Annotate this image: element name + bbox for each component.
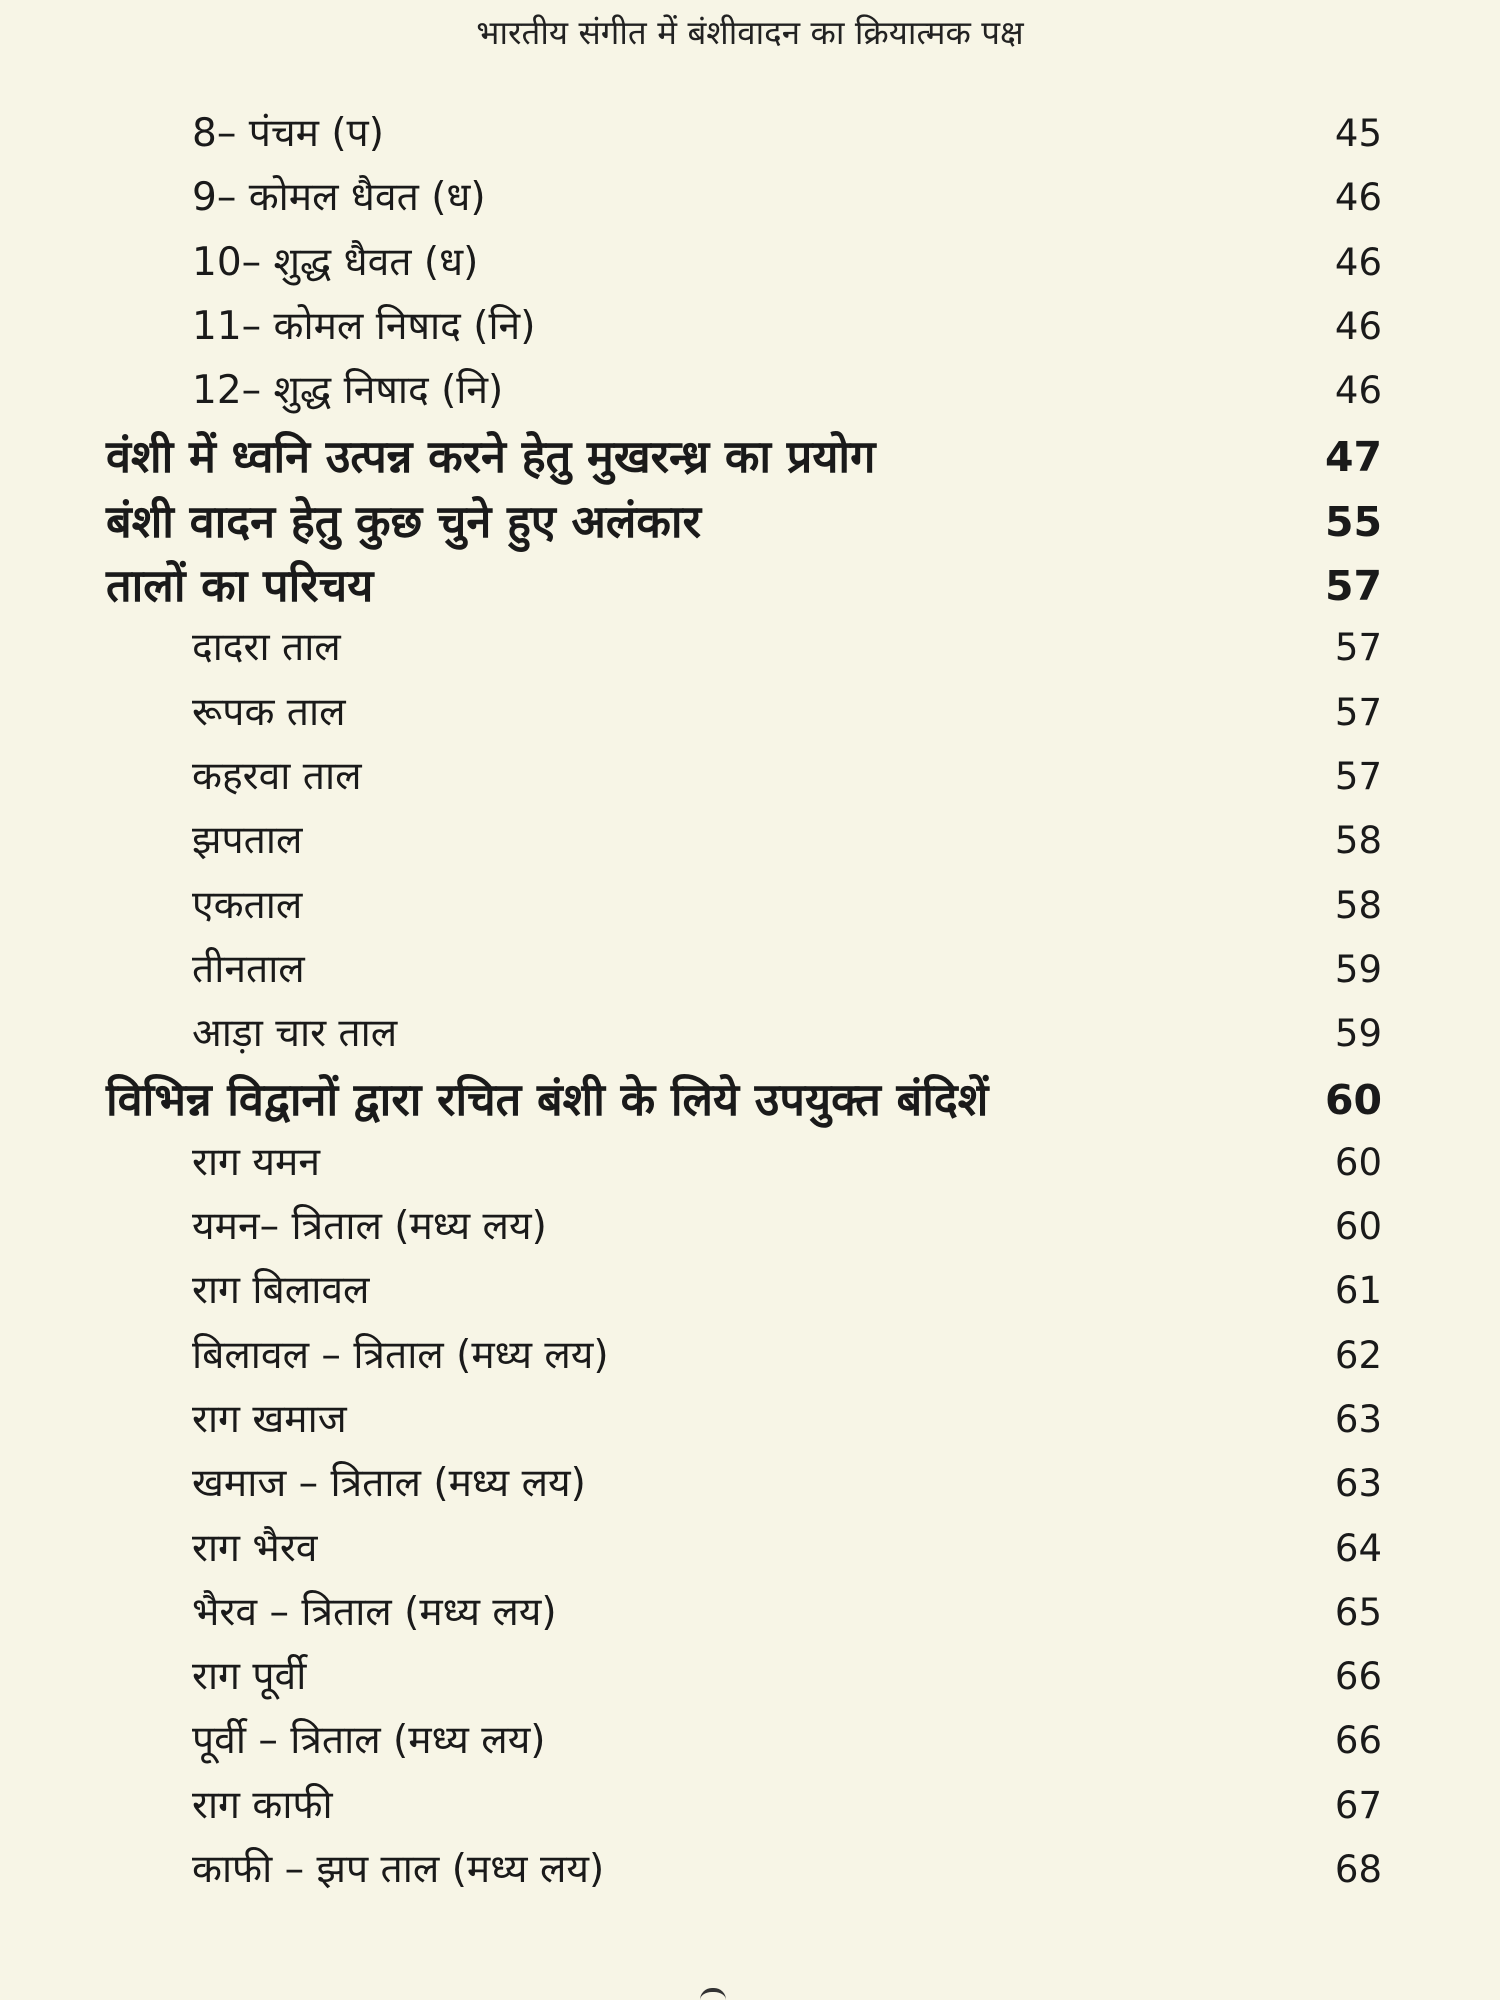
toc-page-number: 57 [1324, 562, 1382, 611]
toc-page-number: 58 [1334, 883, 1382, 927]
toc-page-number: 60 [1334, 1140, 1382, 1184]
toc-entry-title: 12– शुद्ध निषाद (नि) [192, 368, 504, 414]
toc-entry-row [0, 1645, 1500, 1709]
toc-page-number: 55 [1324, 497, 1382, 546]
toc-entry-row [0, 1259, 1500, 1323]
toc-entry-row [0, 166, 1500, 230]
toc-entry-title: राग पूर्वी [192, 1654, 307, 1700]
toc-entry-title: राग यमन [192, 1139, 320, 1185]
toc-entry-row [0, 359, 1500, 423]
toc-entry-title: राग खमाज [192, 1396, 347, 1442]
toc-chapter-row [0, 423, 1500, 487]
toc-page-number: 46 [1334, 176, 1382, 220]
toc-entry-title: राग भैरव [192, 1525, 318, 1571]
toc-entry-title: एकताल [192, 882, 303, 928]
toc-entry-row [0, 231, 1500, 295]
toc-entry-title: दादरा ताल [192, 625, 341, 671]
toc-entry-row [0, 102, 1500, 166]
toc-entry-title: 9– कोमल धैवत (ध) [192, 175, 486, 221]
toc-entry-title: तीनताल [192, 946, 305, 992]
toc-entry-title: कहरवा ताल [192, 753, 362, 799]
toc-entry-title: झपताल [192, 818, 303, 864]
toc-entry-row [0, 938, 1500, 1002]
toc-entry-row [0, 1002, 1500, 1066]
toc-entry-title: 11– कोमल निषाद (नि) [192, 303, 536, 349]
toc-entry-title: खमाज – त्रिताल (मध्य लय) [192, 1461, 586, 1507]
toc-page-number: 59 [1334, 1012, 1382, 1056]
toc-page-number: 57 [1334, 690, 1382, 734]
toc-page-number: 57 [1334, 626, 1382, 670]
toc-page-number: 45 [1334, 112, 1382, 155]
toc-page-number: 47 [1324, 433, 1382, 482]
toc-entry-row [0, 809, 1500, 873]
toc-page-number: 46 [1334, 369, 1382, 413]
toc-entry-title: भैरव – त्रिताल (मध्य लय) [192, 1589, 557, 1635]
toc-page-number: 63 [1334, 1462, 1382, 1506]
toc-entry-title: वंशी में ध्वनि उत्पन्न करने हेतु मुखरन्ध्र का प्रयोग [106, 430, 876, 484]
toc-page-number: 46 [1334, 240, 1382, 284]
running-header: भारतीय संगीत में बंशीवादन का क्रियात्मक पक्ष [476, 13, 1024, 52]
toc-entry-row [0, 295, 1500, 359]
toc-entry-row [0, 1195, 1500, 1259]
toc-entry-title: विभिन्न विद्वानों द्वारा रचित बंशी के लिये उपयुक्त बंदिशें [106, 1073, 989, 1127]
toc-page-number: 66 [1334, 1655, 1382, 1699]
table-of-contents [0, 102, 1500, 1902]
toc-page-number: 63 [1334, 1397, 1382, 1441]
toc-page-number: 68 [1334, 1848, 1382, 1892]
toc-entry-title: आड़ा चार ताल [192, 1011, 398, 1057]
page-number-fragment [700, 1988, 726, 2000]
toc-entry-title: बिलावल – त्रिताल (मध्य लय) [192, 1332, 609, 1378]
toc-page-number: 57 [1334, 754, 1382, 798]
toc-entry-title: 10– शुद्ध धैवत (ध) [192, 239, 479, 285]
toc-page-number: 64 [1334, 1526, 1382, 1570]
toc-entry-row [0, 1774, 1500, 1838]
toc-entry-row [0, 874, 1500, 938]
toc-page-number: 46 [1334, 304, 1382, 348]
toc-page-number: 60 [1324, 1076, 1382, 1125]
toc-entry-row [0, 1581, 1500, 1645]
toc-page-number: 65 [1334, 1590, 1382, 1634]
toc-entry-row [0, 616, 1500, 680]
toc-page-number: 62 [1334, 1333, 1382, 1377]
toc-entry-title: पूर्वी – त्रिताल (मध्य लय) [192, 1718, 546, 1764]
toc-entry-title: राग काफी [192, 1782, 333, 1828]
toc-entry-title: रूपक ताल [192, 689, 346, 735]
toc-entry-row [0, 1388, 1500, 1452]
toc-entry-row [0, 1452, 1500, 1516]
toc-chapter-row [0, 488, 1500, 552]
toc-page-number: 59 [1334, 947, 1382, 991]
toc-entry-row [0, 1324, 1500, 1388]
toc-entry-title: राग बिलावल [192, 1268, 370, 1314]
toc-entry-title: 8– पंचम (प) [192, 111, 384, 156]
toc-entry-row [0, 681, 1500, 745]
toc-entry-row [0, 1517, 1500, 1581]
toc-page-number: 67 [1334, 1783, 1382, 1827]
toc-entry-title: बंशी वादन हेतु कुछ चुने हुए अलंकार [106, 494, 701, 548]
toc-chapter-row [0, 552, 1500, 616]
toc-page-number: 60 [1334, 1205, 1382, 1249]
toc-page-number: 61 [1334, 1269, 1382, 1313]
toc-chapter-row [0, 1066, 1500, 1130]
toc-page-number: 66 [1334, 1719, 1382, 1763]
toc-entry-row [0, 1838, 1500, 1902]
toc-entry-row [0, 745, 1500, 809]
toc-page-number: 58 [1334, 819, 1382, 863]
toc-entry-title: तालों का परिचय [106, 559, 374, 613]
toc-entry-row [0, 1709, 1500, 1773]
toc-entry-row [0, 1131, 1500, 1195]
toc-entry-title: यमन– त्रिताल (मध्य लय) [192, 1204, 547, 1250]
toc-entry-title: काफी – झप ताल (मध्य लय) [192, 1847, 605, 1893]
